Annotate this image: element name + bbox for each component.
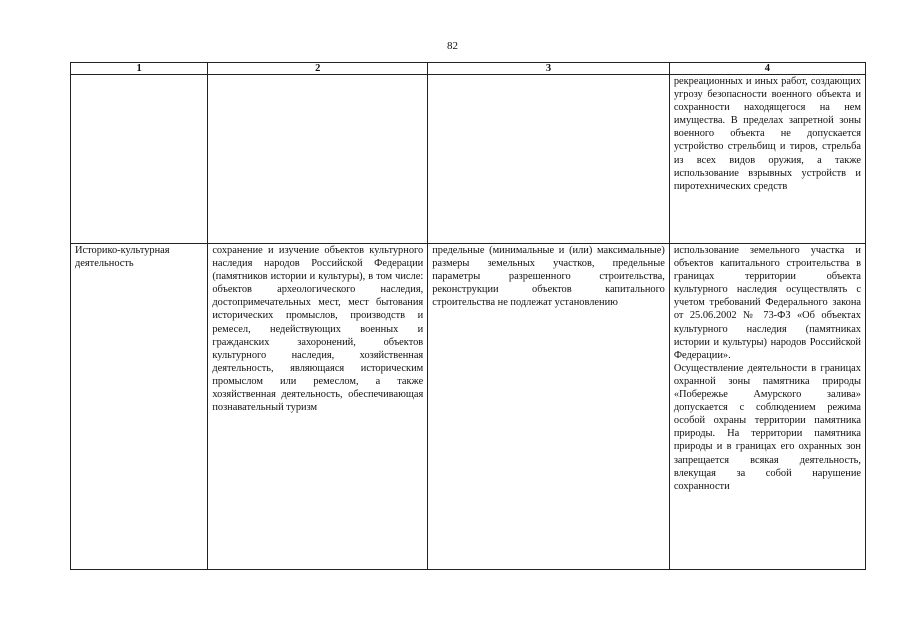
document-table bbox=[70, 62, 866, 570]
restrictions-paragraph: Осуществление деятельности в границах охранной зоны памятника природы «Побережье Амурского залива» допускается с соблюдением режима особой охраны территории памятника природы. На территории памятника природы и в границах его охранных зон запрещается всякая деятельность, влекущая за собой нарушение сохранности bbox=[673, 362, 861, 492]
restrictions-cell bbox=[669, 244, 865, 570]
table-cell bbox=[71, 75, 208, 244]
column-header-1: 1 bbox=[71, 63, 208, 75]
table-cell: рекреационных и иных работ, создающих угрозу безопасности военного объекта и сохранности находящегося на нем имущества. В пределах запретной зоны военного объекта не допускается устройство стрельбищ и тиров, стрельба из всех видов оружия, а также использование взрывных устройств и пиротехнических средств bbox=[669, 75, 865, 244]
restrictions-paragraph: использование земельного участка и объектов капитального строительства в границах территории объекта культурного наследия осуществлять с учетом требований Федерального закона от 25.06.2002 № 73-ФЗ «Об объектах культурного наследия (памятниках истории и культуры) народов Российской Федерации». bbox=[673, 245, 861, 361]
parameters-cell: предельные (минимальные и (или) максимальные) размеры земельных участков, предельные параметры разрешенного строительства, реконструкции объектов капитального строительства не подлежат установлению bbox=[428, 244, 670, 570]
table-cell bbox=[208, 75, 428, 244]
page-number: 82 bbox=[447, 40, 458, 52]
table-row bbox=[71, 244, 866, 570]
column-header-3: 3 bbox=[428, 63, 670, 75]
column-header-4: 4 bbox=[669, 63, 865, 75]
table-header-row bbox=[71, 63, 866, 75]
activity-type-cell: Историко-культурная деятельность bbox=[71, 244, 208, 570]
column-header-2: 2 bbox=[208, 63, 428, 75]
activity-description-cell: сохранение и изучение объектов культурного наследия народов Российской Федерации (памятников истории и культуры), в том числе: объектов археологического наследия, достопримечательных мест, мест бытования исторических промыслов, производств и ремесел, недействующих военных и гражданских захоронений, объектов культурного наследия, хозяйственная деятельность, являющаяся историческим промыслом или ремеслом, а также хозяйственная деятельность, обеспечивающая познавательный туризм bbox=[208, 244, 428, 570]
table-cell bbox=[428, 75, 670, 244]
table-row bbox=[71, 75, 866, 244]
